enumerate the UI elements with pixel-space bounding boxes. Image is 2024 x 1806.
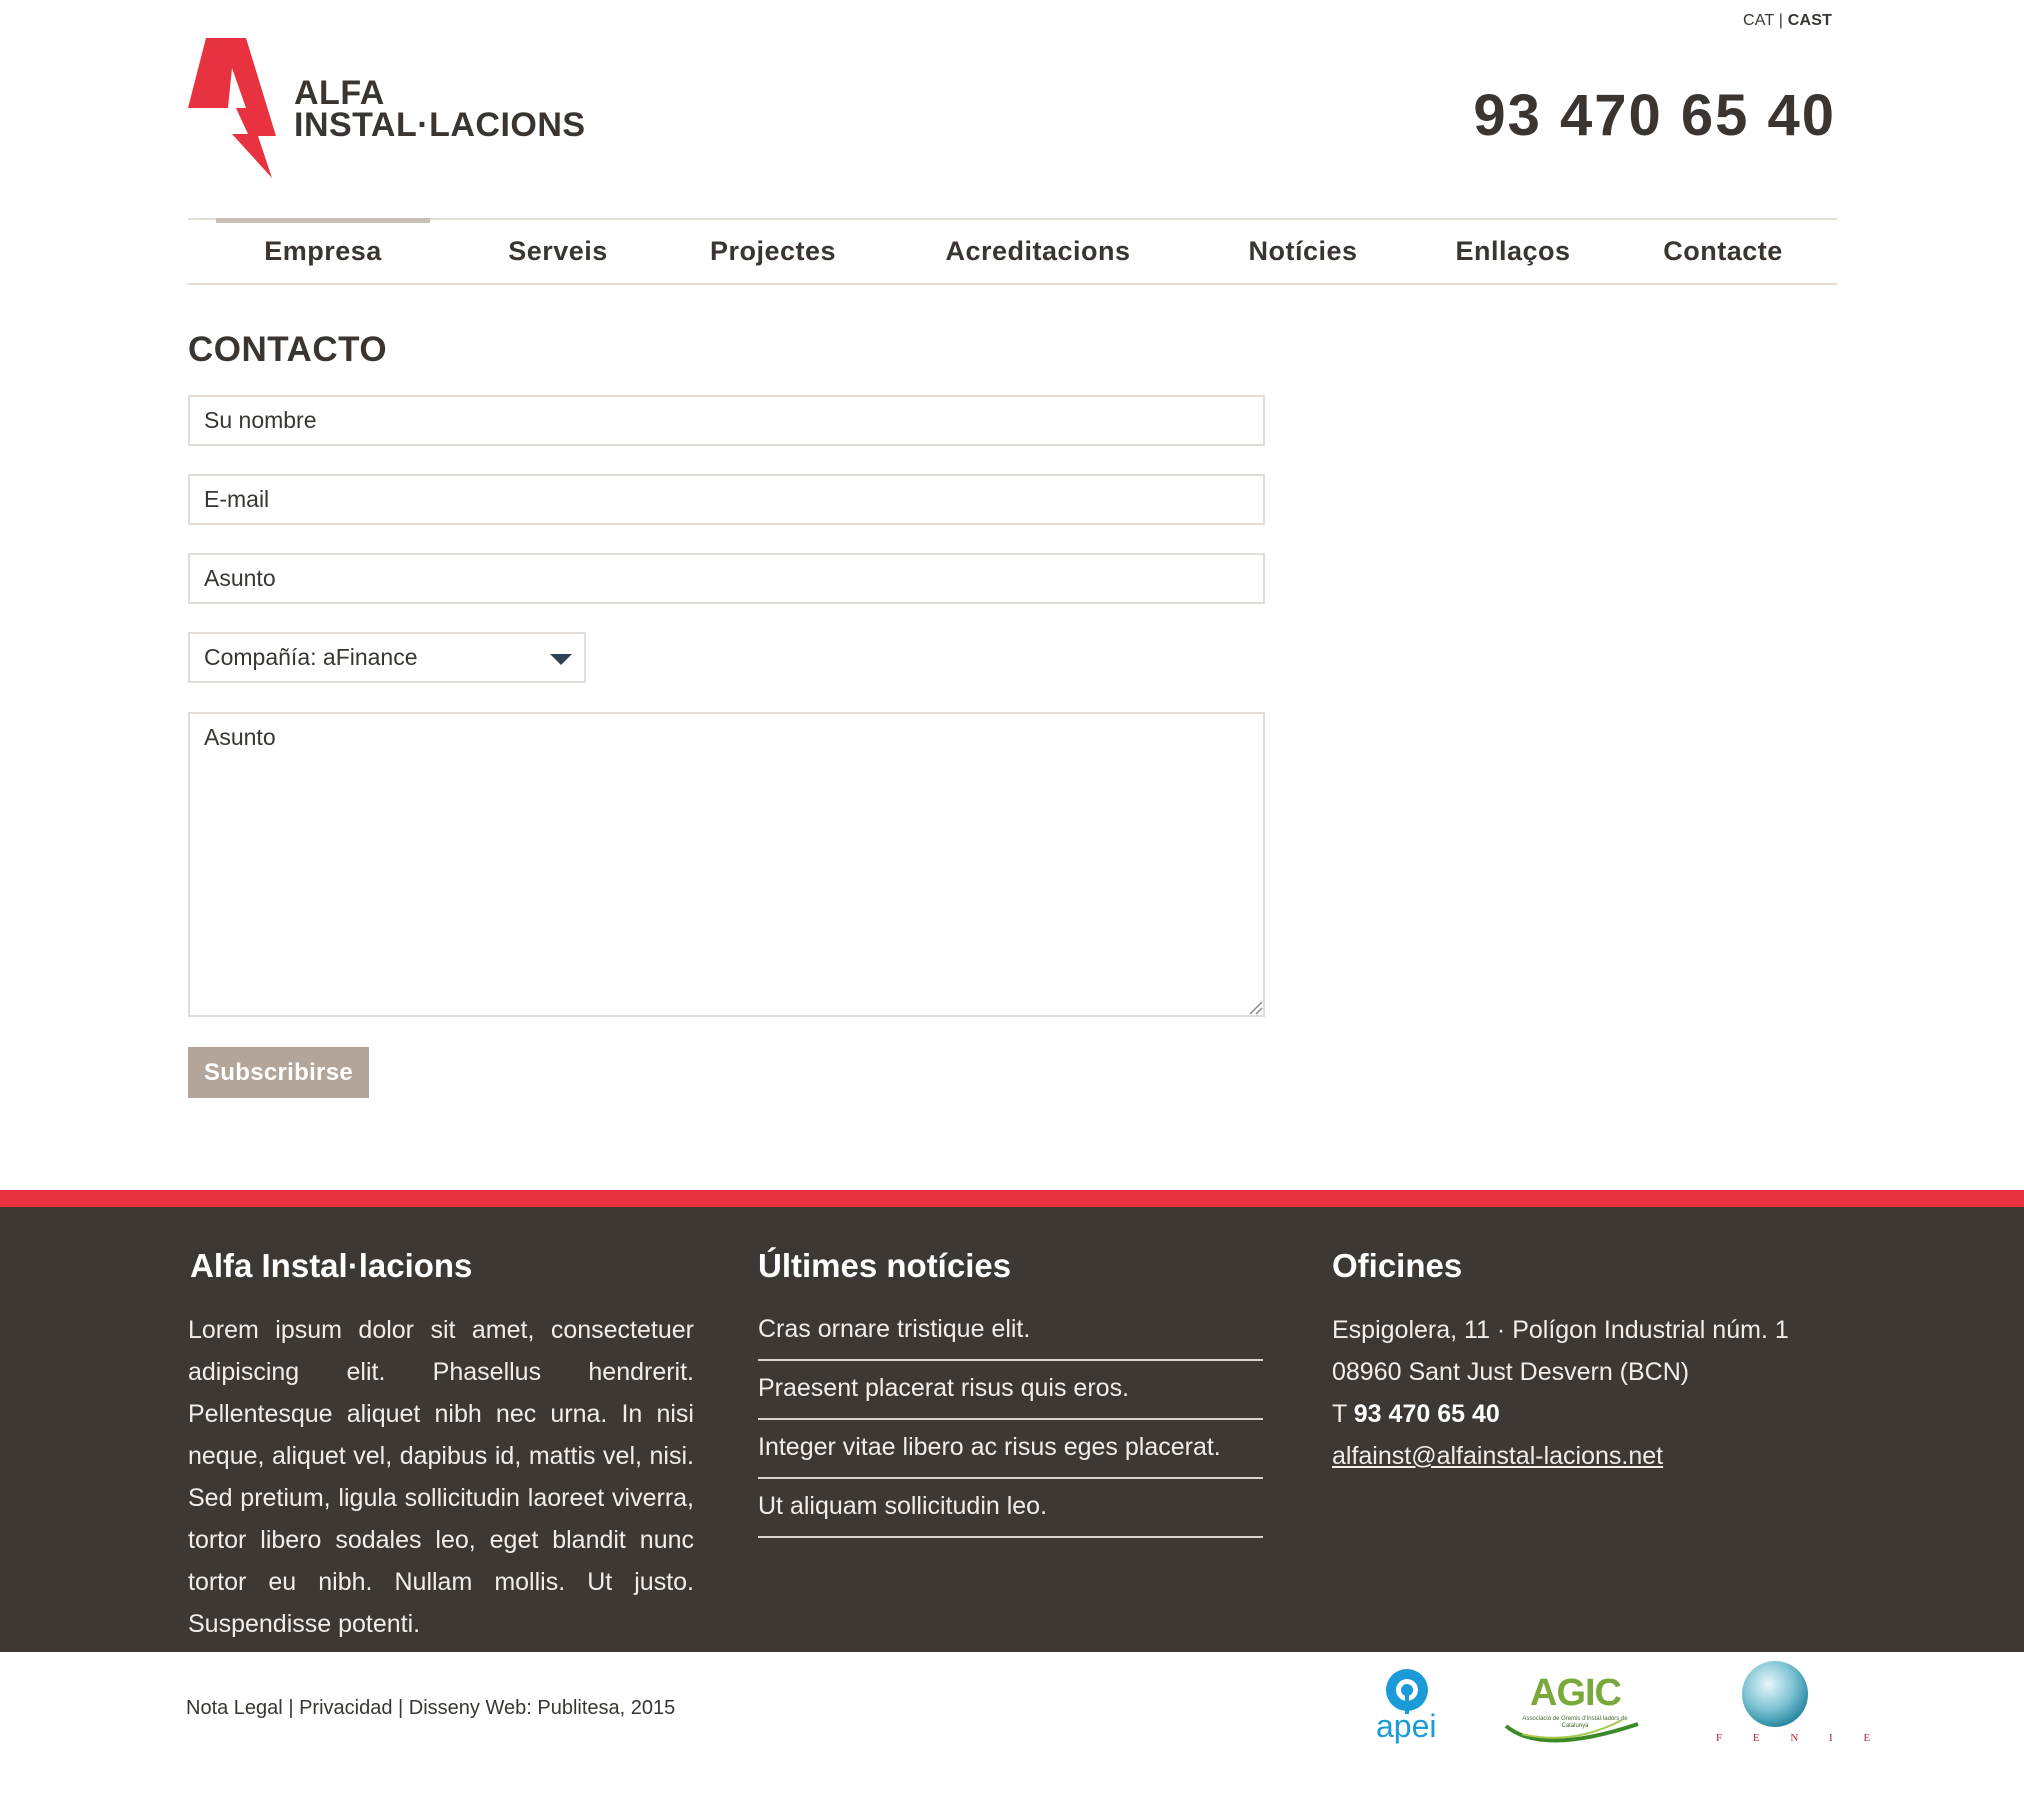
- footer-news-title: Últimes notícies: [758, 1247, 1012, 1284]
- news-item[interactable]: Ut aliquam sollicitudin leo.: [758, 1479, 1263, 1538]
- apei-logo[interactable]: [1372, 1668, 1442, 1752]
- agic-logo-text: AGIC: [1530, 1672, 1621, 1714]
- company-select[interactable]: [188, 632, 586, 683]
- site-footer: [0, 1207, 2024, 1652]
- nav-item-contacte[interactable]: Contacte: [1663, 236, 1783, 266]
- fenie-logo[interactable]: [1712, 1660, 1885, 1750]
- nav-item-serveis[interactable]: Serveis: [508, 236, 608, 266]
- message-textarea[interactable]: [188, 712, 1265, 1017]
- logo-text-line2: INSTAL·LACIONS: [294, 106, 586, 144]
- page-title: CONTACTO: [188, 330, 388, 369]
- header-phone[interactable]: 93 470 65 40: [1473, 83, 1836, 148]
- link-separator: |: [398, 1697, 404, 1719]
- link-separator: |: [288, 1697, 294, 1719]
- office-address-line1: Espigolera, 11 · Polígon Industrial núm. 1: [1332, 1316, 1789, 1344]
- footer-office-title: Oficines: [1332, 1247, 1463, 1284]
- design-credit: Disseny Web: Publitesa, 2015: [408, 1697, 676, 1719]
- email-input[interactable]: [188, 474, 1265, 525]
- news-item[interactable]: Cras ornare tristique elit.: [758, 1302, 1263, 1361]
- logo-text-line1: ALFA: [294, 74, 385, 112]
- site-logo[interactable]: [188, 38, 608, 178]
- subject-input[interactable]: [188, 553, 1265, 604]
- agic-swoosh-icon: [1502, 1716, 1642, 1750]
- agic-logo[interactable]: [1502, 1672, 1642, 1752]
- fenie-globe-icon: [1712, 1660, 1838, 1730]
- nav-item-noticies[interactable]: Notícies: [1248, 236, 1358, 266]
- office-address-line2: 08960 Sant Just Desvern (BCN): [1332, 1358, 1690, 1386]
- nav-item-projectes[interactable]: Projectes: [709, 236, 837, 266]
- office-phone[interactable]: 93 470 65 40: [1353, 1400, 1500, 1428]
- chevron-down-icon: [550, 654, 572, 665]
- privacy-link[interactable]: Privacidad: [299, 1697, 393, 1719]
- footer-about-title: Alfa Instal·lacions: [190, 1247, 473, 1284]
- apei-logo-text: apei: [1376, 1708, 1437, 1744]
- nav-item-enllacos[interactable]: Enllaços: [1455, 236, 1571, 266]
- news-item[interactable]: Integer vitae libero ac risus eges placerat.: [758, 1420, 1263, 1479]
- lang-separator: |: [1778, 12, 1784, 29]
- office-email-link[interactable]: alfainst@alfainstal-lacions.net: [1332, 1442, 1664, 1470]
- office-phone-row: [1332, 1393, 1789, 1435]
- news-list: [758, 1302, 1263, 1538]
- news-item[interactable]: Praesent placerat risus quis eros.: [758, 1361, 1263, 1420]
- fenie-logo-text: F E N I E: [1716, 1732, 1885, 1744]
- lang-cat-link[interactable]: CAT: [1743, 12, 1775, 29]
- nav-item-empresa[interactable]: Empresa: [216, 220, 430, 283]
- legal-link[interactable]: Nota Legal: [186, 1697, 283, 1719]
- company-select-value: Compañía: aFinance: [204, 644, 418, 670]
- name-input[interactable]: [188, 395, 1265, 446]
- language-switch: [1743, 12, 1832, 30]
- office-info: [1332, 1309, 1789, 1477]
- submit-button[interactable]: Subscribirse: [188, 1047, 369, 1098]
- nav-item-acreditacions[interactable]: Acreditacions: [945, 236, 1131, 266]
- footer-accent-band: [0, 1190, 2024, 1207]
- office-phone-prefix: T: [1332, 1400, 1347, 1428]
- resize-grip-icon[interactable]: [1247, 999, 1263, 1015]
- main-navigation: [188, 218, 1837, 285]
- agic-logo-subtitle: Associació de Gremis d'Instal·ladors de Catalunya: [1522, 1716, 1628, 1729]
- lang-cast-link[interactable]: CAST: [1787, 12, 1833, 29]
- bottom-links: [186, 1697, 675, 1720]
- footer-about-text: Lorem ipsum dolor sit amet, consectetuer adipiscing elit. Phasellus hendrerit. Pellentesque aliquet nibh nec urna. In nisi neque, aliquet vel, dapibus id, mattis vel, nisi. Sed pretium, ligula sollicitudin laoreet viverra, tortor libero sodales leo, eget blandit nunc tortor eu nibh. Nullam mollis. Ut justo. Suspendisse potenti.: [188, 1316, 694, 1638]
- lightning-bolt-icon: [188, 38, 283, 178]
